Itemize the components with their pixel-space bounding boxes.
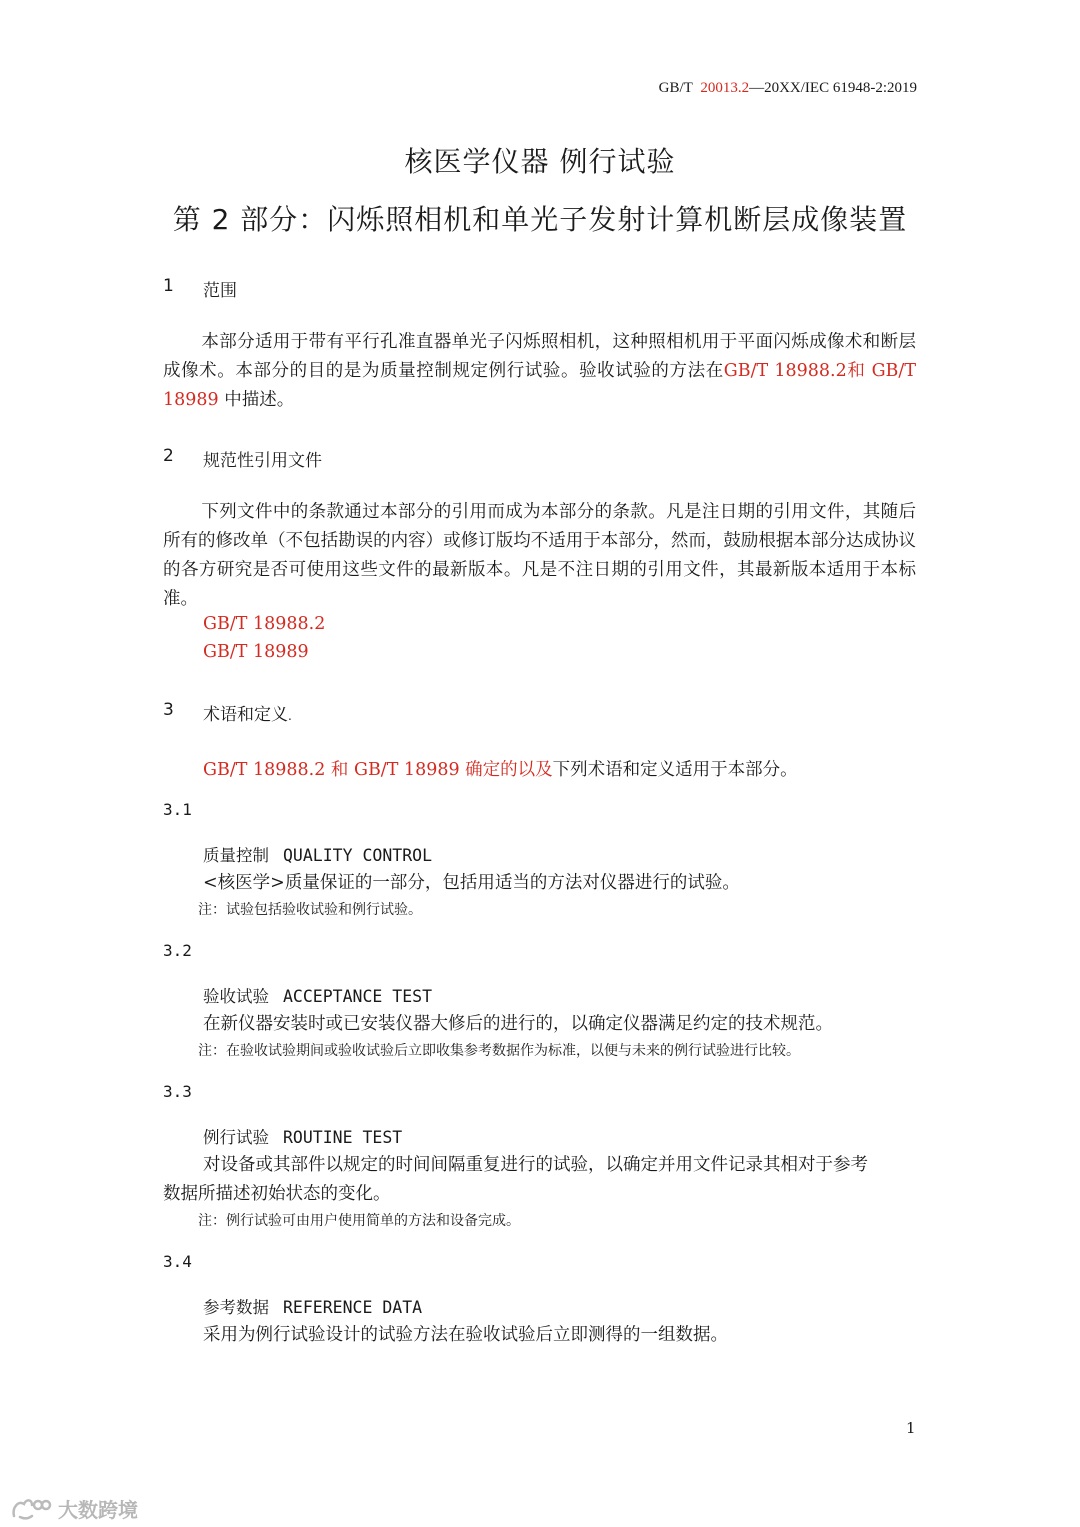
section-3-number: 3 bbox=[163, 700, 174, 720]
term-zh: 参考数据 bbox=[203, 1298, 269, 1317]
term-definition-cont: 数据所描述初始状态的变化。 bbox=[163, 1184, 391, 1204]
note-text: 试验包括验收试验和例行试验。 bbox=[226, 902, 422, 918]
term-en: ACCEPTANCE TEST bbox=[283, 987, 433, 1006]
document-title: 核医学仪器 例行试验 bbox=[404, 145, 676, 178]
page-number: 1 bbox=[906, 1419, 916, 1437]
std-prefix: GB/T bbox=[658, 80, 693, 96]
std-suffix: —20XX/IEC 61948-2:2019 bbox=[749, 80, 917, 96]
watermark bbox=[10, 1494, 138, 1523]
term-note bbox=[198, 899, 422, 919]
note-label: 注： bbox=[198, 1213, 226, 1229]
section-3-intro bbox=[203, 756, 798, 781]
section-1-text-end: 中描述。 bbox=[224, 390, 295, 410]
term-en: QUALITY CONTROL bbox=[283, 846, 433, 865]
term-heading bbox=[203, 1294, 422, 1318]
term-heading bbox=[203, 1124, 402, 1148]
term-zh: 例行试验 bbox=[203, 1128, 269, 1147]
term-heading bbox=[203, 983, 432, 1007]
term-definition: <核医学>质量保证的一部分，包括用适当的方法对仪器进行的试验。 bbox=[203, 873, 740, 893]
section-3-intro-refs[interactable]: GB/T 18988.2 和 GB/T 18989 确定的以及 bbox=[203, 760, 553, 780]
term-heading bbox=[203, 842, 432, 866]
term-definition: 在新仪器安装时或已安装仪器大修后的进行的，以确定仪器满足约定的技术规范。 bbox=[203, 1014, 833, 1034]
section-2-paragraph bbox=[163, 498, 916, 614]
term-number: 3.4 bbox=[163, 1252, 192, 1271]
term-number: 3.1 bbox=[163, 800, 192, 819]
brand-logo-icon bbox=[10, 1496, 52, 1522]
note-label: 注： bbox=[198, 1043, 226, 1059]
section-2-number: 2 bbox=[163, 446, 174, 466]
std-code-link[interactable]: 20013.2 bbox=[700, 80, 750, 96]
watermark-text: 大数跨境 bbox=[58, 1498, 138, 1522]
section-2-text: 下列文件中的条款通过本部分的引用而成为本部分的条款。凡是注日期的引用文件，其随后所有的修改单（不包括勘误的内容）或修订版均不适用于本部分，然而，鼓励根据本部分达成协议的各方研究是否可使用这些文件的最新版本。凡是不注日期的引用文件，其最新版本适用于本标准。 bbox=[163, 502, 916, 609]
term-number: 3.2 bbox=[163, 941, 192, 960]
term-en: ROUTINE TEST bbox=[283, 1128, 403, 1147]
term-number: 3.3 bbox=[163, 1082, 192, 1101]
note-label: 注： bbox=[198, 902, 226, 918]
term-definition: 采用为例行试验设计的试验方法在验收试验后立即测得的一组数据。 bbox=[203, 1325, 728, 1345]
term-note bbox=[198, 1040, 800, 1060]
document-subtitle: 第 2 部分：闪烁照相机和单光子发射计算机断层成像装置 bbox=[172, 203, 908, 236]
note-text: 例行试验可由用户使用简单的方法和设备完成。 bbox=[226, 1213, 520, 1229]
section-3-intro-text: 下列术语和定义适用于本部分。 bbox=[552, 760, 798, 780]
term-en: REFERENCE DATA bbox=[283, 1298, 423, 1317]
term-zh: 质量控制 bbox=[203, 846, 269, 865]
ref-gbt-18989[interactable]: GB/T 18989 bbox=[163, 361, 916, 410]
note-text: 在验收试验期间或验收试验后立即收集参考数据作为标准，以便与未来的例行试验进行比较。 bbox=[226, 1043, 800, 1059]
section-1-paragraph bbox=[163, 328, 916, 415]
ref-list-item[interactable]: GB/T 18988.2 bbox=[203, 614, 326, 634]
ref-list-item[interactable]: GB/T 18989 bbox=[203, 642, 309, 662]
section-1-text: 本部分适用于带有平行孔准直器单光子闪烁照相机，这种照相机用于平面闪烁成像术和断层成像术。本部分的目的是为质量控制规定例行试验。验收试验的方法在 bbox=[163, 332, 916, 381]
ref-and: 和 bbox=[846, 361, 866, 381]
term-zh: 验收试验 bbox=[203, 987, 269, 1006]
ref-gbt-18988-2[interactable]: GB/T 18988.2 bbox=[723, 361, 847, 381]
section-2-title: 规范性引用文件 bbox=[203, 451, 322, 471]
section-3-title: 术语和定义. bbox=[203, 705, 292, 725]
term-definition: 对设备或其部件以规定的时间间隔重复进行的试验，以确定并用文件记录其相对于参考 bbox=[203, 1155, 868, 1175]
standard-code bbox=[659, 80, 917, 97]
section-1-title: 范围 bbox=[203, 281, 237, 301]
section-1-number: 1 bbox=[163, 276, 174, 296]
term-note bbox=[198, 1210, 520, 1230]
